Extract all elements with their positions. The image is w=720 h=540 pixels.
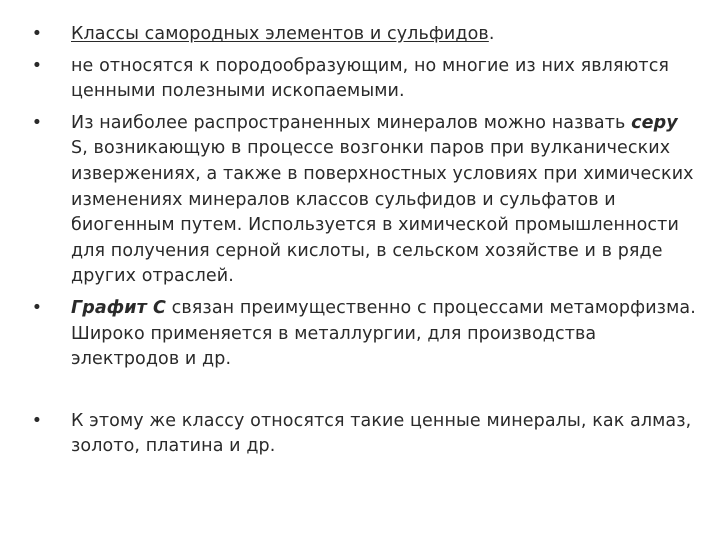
bullet-dot-icon: •	[31, 410, 43, 431]
bullet-title-underlined: Классы самородных элементов и сульфидов	[71, 24, 489, 44]
bullet-list	[30, 22, 700, 466]
bullet-text: Из наиболее распространенных минералов можно назвать	[71, 112, 632, 133]
bullet-item-sulfur	[30, 111, 700, 290]
bullet-dot-icon: •	[31, 24, 43, 44]
bullet-dot-icon: •	[31, 112, 43, 133]
bullet-text: связан преимущественно с процессами метаморфизма. Широко применяется в металлургии, для производства электродов и др.	[71, 297, 696, 370]
bullet-text: не относятся к породообразующим, но многие из них являются ценными полезными ископаемыми.	[71, 55, 670, 102]
term-sulfur: серу	[631, 112, 678, 133]
bullet-item-classes	[30, 22, 700, 48]
bullet-item-not-rock-forming	[30, 54, 700, 105]
bullet-text: .	[488, 24, 495, 44]
bullet-item-same-class	[30, 409, 700, 460]
bullet-text: , возникающую в процессе возгонки паров при вулканических извержениях, а также в поверхностных условиях при химических изменениях минералов классов сульфидов и сульфатов и биогенным путем. Используется в химической промышленности для получения серной кислоты, в сельском хозяйстве и в ряде других отраслей.	[71, 138, 694, 287]
term-symbol: S	[71, 138, 83, 159]
bullet-text: К этому же классу относятся такие ценные минералы, как алмаз, золото, платина и др.	[71, 410, 692, 457]
bullet-dot-icon: •	[31, 55, 43, 76]
bullet-item-graphite	[30, 296, 700, 373]
bullet-dot-icon: •	[31, 297, 43, 318]
term-graphite: Графит С	[71, 297, 166, 318]
